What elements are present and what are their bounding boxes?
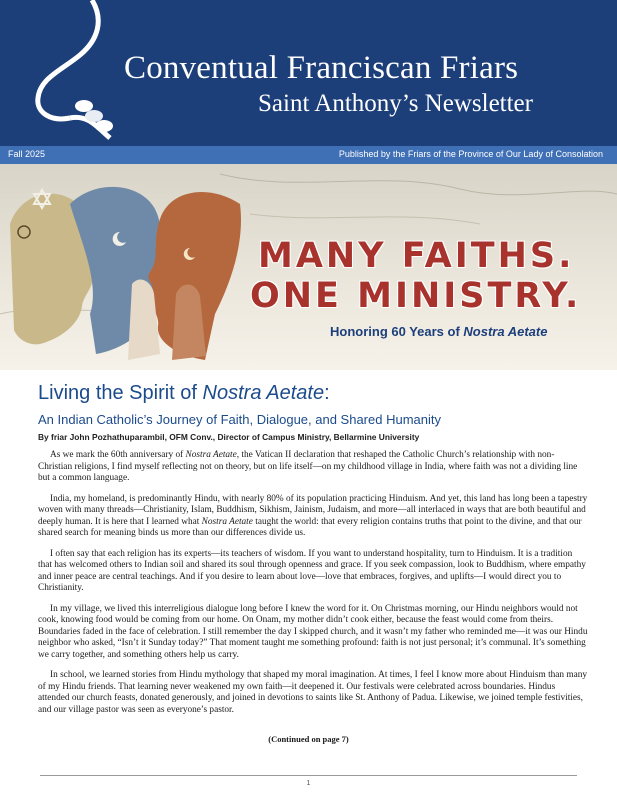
article-byline: By friar John Pozhathuparambil, OFM Conv., Director of Campus Ministry, Bellarmine University [38, 432, 420, 442]
body-paragraph: In my village, we lived this interreligious dialogue long before I knew the word for it. On Christmas morning, our Hindu neighbors would not cook, knowing food would be coming from our home. On Onam, my mother didn’t cook either, because the feast would come from theirs. Boundaries faded in the face of celebration. I still remember the day I skipped church, and it wasn’t my father who reminded me—it was our Hindu neighbor who asked, “Isn’t it Sunday today?” That moment taught me something profound: faith is not just personal; it’s communal. It’s something we carry together, and something others help us carry. [38, 603, 588, 660]
hero-banner [0, 164, 617, 370]
article-title [38, 382, 330, 405]
body-paragraph: India, my homeland, is predominantly Hindu, with nearly 80% of its population practicing Hinduism. And yet, this land has long been a tapestry woven with many threads—Christianity, Islam, Buddhism, Sikhism, Jainism, Judaism, and more—all interlaced in ways that are both beautiful and deeply human. It is here that I learned what Nostra Aetate taught the world: that every religion contains truths that point to the divine, and that our shared search for meaning binds us more than our differences divide us. [38, 493, 588, 538]
hero-tagline [330, 324, 547, 339]
body-paragraph: In school, we learned stories from Hindu mythology that shaped my moral imagination. At times, I feel I know more about Hinduism than many of my Hindu friends. That learning never weakened my own faith—it deepened it. Our festivals were celebrated across boundaries. Hindus attended our church feasts, donated generously, and joined in devotions to saints like St. Anthony of Padua. Likewise, we joined temple festivities, and our village pastor was seen as everyone’s pastor. [38, 670, 588, 715]
issue-info-bar [0, 146, 617, 164]
headline-line-2: ONE MINISTRY. [250, 276, 582, 316]
newsletter-subtitle: Saint Anthony’s Newsletter [258, 90, 533, 117]
article-title-suffix: : [324, 382, 330, 404]
article-body [38, 450, 588, 725]
hero-tagline-emphasis: Nostra Aetate [463, 324, 548, 339]
body-paragraph: As we mark the 60th anniversary of Nostra Aetate, the Vatican II declaration that reshaped the Catholic Church’s relationship with non-Christian religions, I find myself reflecting not on theory, but on life itself—on my childhood village in India, where faith was not a dividing line but a common language. [38, 450, 578, 483]
article-subtitle: An Indian Catholic’s Journey of Faith, Dialogue, and Shared Humanity [38, 412, 441, 427]
franciscan-cord-icon [0, 0, 140, 146]
issue-date: Fall 2025 [8, 149, 46, 159]
headline-line-1: MANY FAITHS. [258, 236, 575, 276]
page-number: 1 [306, 780, 311, 787]
article-title-prefix: Living the Spirit of [38, 382, 203, 404]
hero-tagline-prefix: Honoring 60 Years of [330, 324, 464, 339]
footer-divider [40, 775, 577, 776]
newsletter-title: Conventual Franciscan Friars [124, 50, 519, 86]
masthead [0, 0, 617, 146]
article-title-emphasis: Nostra Aetate [202, 382, 325, 404]
continued-notice: (Continued on page 7) [268, 734, 349, 744]
publisher-line: Published by the Friars of the Province of Our Lady of Consolation [338, 149, 603, 159]
body-paragraph: I often say that each religion has its experts—its teachers of wisdom. If you want to understand hospitality, turn to Hinduism. It is a tradition that has welcomed others to Indian soil and shared its soul through openness and grace. If you seek compassion, look to Buddhism, where empathy and inner peace are central teachings. And if you desire to learn about love—love that embraces, forgives, and uplifts—I would direct you to Christianity. [38, 548, 586, 593]
